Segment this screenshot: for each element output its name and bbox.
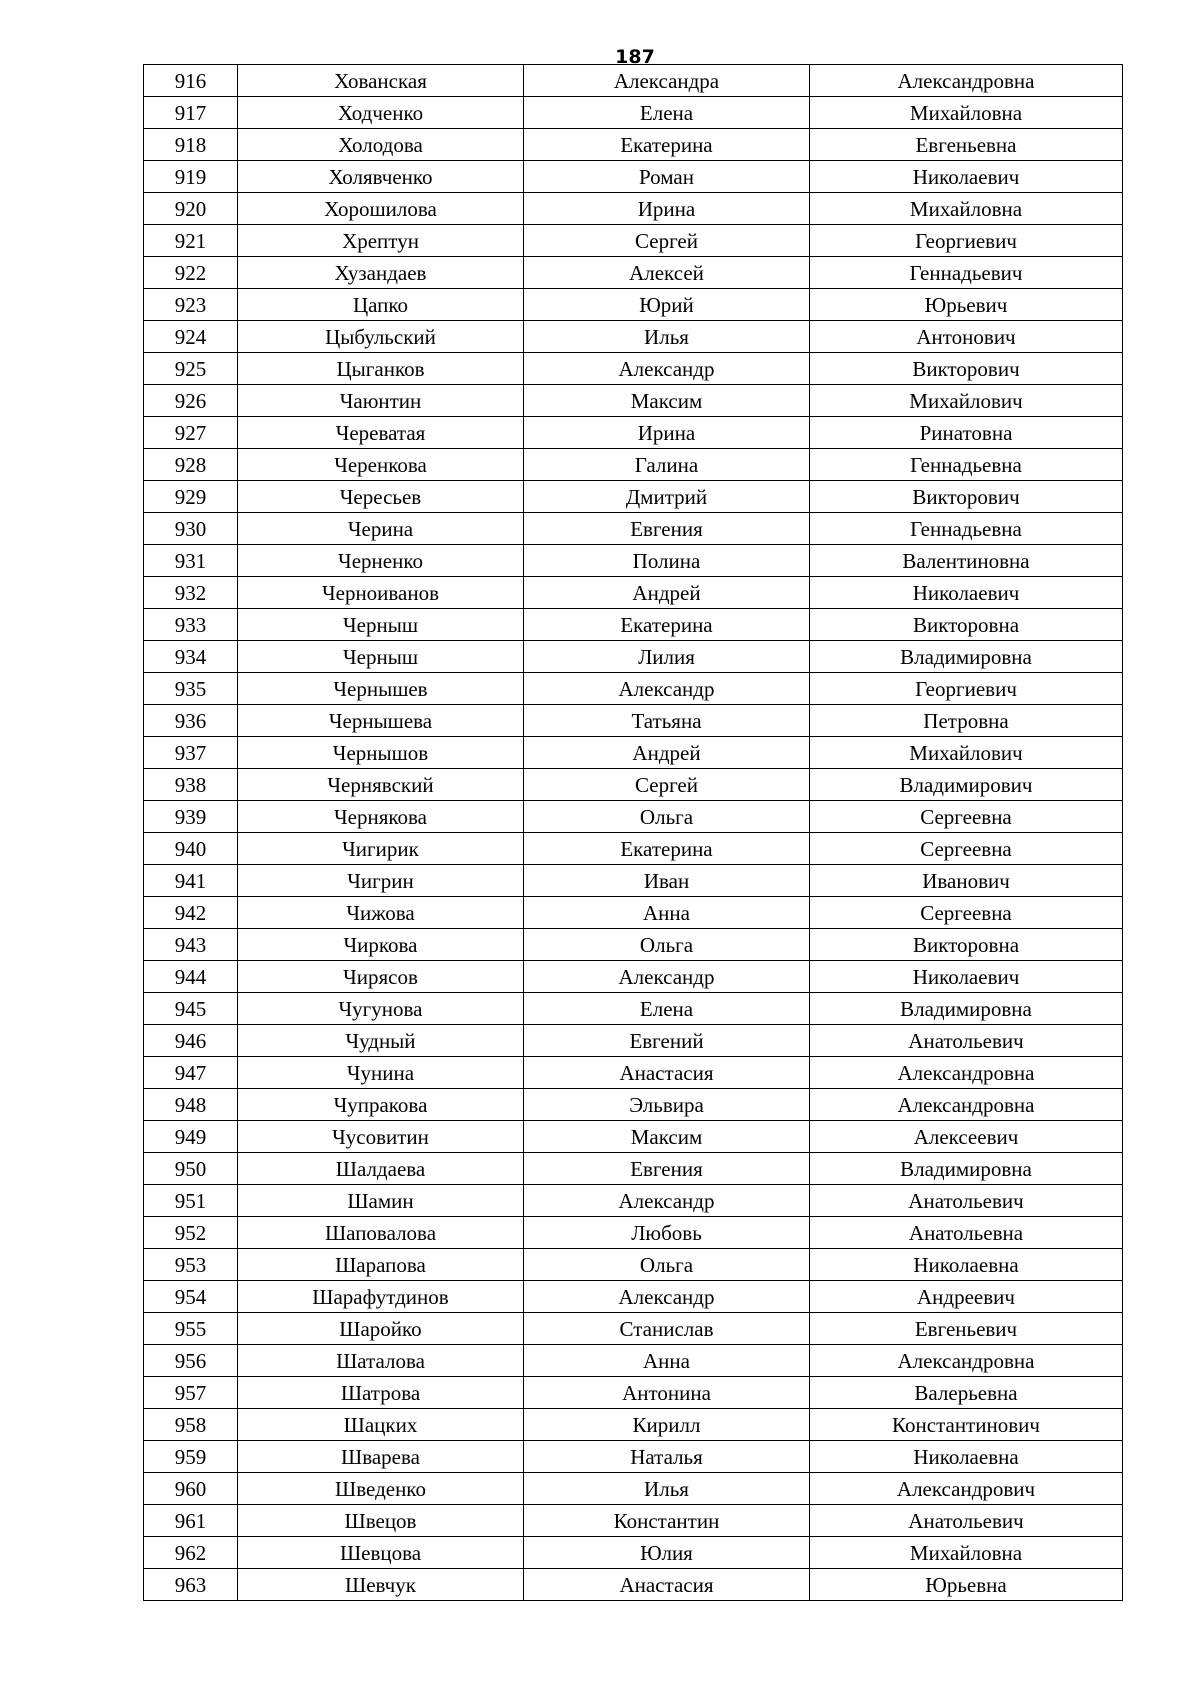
last-name-cell: Шацких xyxy=(238,1409,524,1441)
row-number-cell: 920 xyxy=(144,193,238,225)
last-name-cell: Хузандаев xyxy=(238,257,524,289)
table-row xyxy=(144,129,1123,161)
patronymic-cell: Евгеньевна xyxy=(810,129,1123,161)
row-number-cell: 918 xyxy=(144,129,238,161)
row-number-cell: 957 xyxy=(144,1377,238,1409)
last-name-cell: Шалдаева xyxy=(238,1153,524,1185)
first-name-cell: Евгений xyxy=(524,1025,810,1057)
first-name-cell: Ирина xyxy=(524,417,810,449)
row-number-cell: 940 xyxy=(144,833,238,865)
patronymic-cell: Анатольевич xyxy=(810,1025,1123,1057)
row-number-cell: 955 xyxy=(144,1313,238,1345)
table-row xyxy=(144,1057,1123,1089)
first-name-cell: Татьяна xyxy=(524,705,810,737)
patronymic-cell: Викторовна xyxy=(810,929,1123,961)
table-row xyxy=(144,225,1123,257)
row-number-cell: 945 xyxy=(144,993,238,1025)
row-number-cell: 960 xyxy=(144,1473,238,1505)
table-row xyxy=(144,1185,1123,1217)
first-name-cell: Александр xyxy=(524,353,810,385)
table-row xyxy=(144,1249,1123,1281)
first-name-cell: Александр xyxy=(524,1185,810,1217)
row-number-cell: 948 xyxy=(144,1089,238,1121)
first-name-cell: Анна xyxy=(524,897,810,929)
patronymic-cell: Михайловна xyxy=(810,1537,1123,1569)
table-row xyxy=(144,897,1123,929)
last-name-cell: Цапко xyxy=(238,289,524,321)
patronymic-cell: Юрьевна xyxy=(810,1569,1123,1601)
first-name-cell: Андрей xyxy=(524,737,810,769)
first-name-cell: Юлия xyxy=(524,1537,810,1569)
table-row xyxy=(144,385,1123,417)
table-row xyxy=(144,97,1123,129)
patronymic-cell: Михайловна xyxy=(810,193,1123,225)
row-number-cell: 959 xyxy=(144,1441,238,1473)
first-name-cell: Лилия xyxy=(524,641,810,673)
table-row xyxy=(144,1473,1123,1505)
table-row xyxy=(144,1121,1123,1153)
last-name-cell: Швецов xyxy=(238,1505,524,1537)
row-number-cell: 933 xyxy=(144,609,238,641)
row-number-cell: 927 xyxy=(144,417,238,449)
first-name-cell: Алексей xyxy=(524,257,810,289)
first-name-cell: Екатерина xyxy=(524,129,810,161)
table-row xyxy=(144,1089,1123,1121)
first-name-cell: Сергей xyxy=(524,769,810,801)
row-number-cell: 917 xyxy=(144,97,238,129)
first-name-cell: Андрей xyxy=(524,577,810,609)
patronymic-cell: Андреевич xyxy=(810,1281,1123,1313)
patronymic-cell: Николаевич xyxy=(810,577,1123,609)
patronymic-cell: Сергеевна xyxy=(810,897,1123,929)
table-row xyxy=(144,1025,1123,1057)
last-name-cell: Чернышев xyxy=(238,673,524,705)
patronymic-cell: Николаевна xyxy=(810,1249,1123,1281)
table-row xyxy=(144,1505,1123,1537)
patronymic-cell: Александровна xyxy=(810,1089,1123,1121)
patronymic-cell: Михайлович xyxy=(810,385,1123,417)
row-number-cell: 935 xyxy=(144,673,238,705)
patronymic-cell: Иванович xyxy=(810,865,1123,897)
table-row xyxy=(144,641,1123,673)
last-name-cell: Чунина xyxy=(238,1057,524,1089)
last-name-cell: Чернышов xyxy=(238,737,524,769)
first-name-cell: Анастасия xyxy=(524,1057,810,1089)
table-row xyxy=(144,1569,1123,1601)
row-number-cell: 947 xyxy=(144,1057,238,1089)
table-row xyxy=(144,1441,1123,1473)
first-name-cell: Максим xyxy=(524,1121,810,1153)
last-name-cell: Цыганков xyxy=(238,353,524,385)
patronymic-cell: Викторович xyxy=(810,481,1123,513)
row-number-cell: 962 xyxy=(144,1537,238,1569)
row-number-cell: 931 xyxy=(144,545,238,577)
first-name-cell: Екатерина xyxy=(524,609,810,641)
patronymic-cell: Владимировна xyxy=(810,641,1123,673)
table-row xyxy=(144,481,1123,513)
row-number-cell: 953 xyxy=(144,1249,238,1281)
first-name-cell: Александра xyxy=(524,65,810,97)
table-row xyxy=(144,545,1123,577)
table-row xyxy=(144,321,1123,353)
first-name-cell: Любовь xyxy=(524,1217,810,1249)
row-number-cell: 922 xyxy=(144,257,238,289)
patronymic-cell: Михайлович xyxy=(810,737,1123,769)
patronymic-cell: Сергеевна xyxy=(810,801,1123,833)
patronymic-cell: Николаевич xyxy=(810,161,1123,193)
row-number-cell: 954 xyxy=(144,1281,238,1313)
row-number-cell: 949 xyxy=(144,1121,238,1153)
patronymic-cell: Анатольевна xyxy=(810,1217,1123,1249)
patronymic-cell: Анатольевич xyxy=(810,1185,1123,1217)
patronymic-cell: Геннадьевна xyxy=(810,449,1123,481)
last-name-cell: Черненко xyxy=(238,545,524,577)
first-name-cell: Евгения xyxy=(524,513,810,545)
table-row xyxy=(144,769,1123,801)
first-name-cell: Эльвира xyxy=(524,1089,810,1121)
patronymic-cell: Александрович xyxy=(810,1473,1123,1505)
table-row xyxy=(144,257,1123,289)
table-row xyxy=(144,577,1123,609)
first-name-cell: Илья xyxy=(524,1473,810,1505)
table-row xyxy=(144,65,1123,97)
table-row xyxy=(144,193,1123,225)
first-name-cell: Анастасия xyxy=(524,1569,810,1601)
first-name-cell: Александр xyxy=(524,1281,810,1313)
first-name-cell: Наталья xyxy=(524,1441,810,1473)
table-row xyxy=(144,1537,1123,1569)
row-number-cell: 951 xyxy=(144,1185,238,1217)
last-name-cell: Чусовитин xyxy=(238,1121,524,1153)
row-number-cell: 944 xyxy=(144,961,238,993)
first-name-cell: Максим xyxy=(524,385,810,417)
page-number: 187 xyxy=(615,46,655,68)
last-name-cell: Шамин xyxy=(238,1185,524,1217)
first-name-cell: Александр xyxy=(524,673,810,705)
first-name-cell: Кирилл xyxy=(524,1409,810,1441)
table-row xyxy=(144,513,1123,545)
patronymic-cell: Александровна xyxy=(810,65,1123,97)
last-name-cell: Хрептун xyxy=(238,225,524,257)
last-name-cell: Черноиванов xyxy=(238,577,524,609)
row-number-cell: 921 xyxy=(144,225,238,257)
row-number-cell: 952 xyxy=(144,1217,238,1249)
table-row xyxy=(144,1281,1123,1313)
first-name-cell: Дмитрий xyxy=(524,481,810,513)
table-row xyxy=(144,449,1123,481)
row-number-cell: 930 xyxy=(144,513,238,545)
table-row xyxy=(144,929,1123,961)
last-name-cell: Чижова xyxy=(238,897,524,929)
last-name-cell: Хованская xyxy=(238,65,524,97)
last-name-cell: Шаталова xyxy=(238,1345,524,1377)
last-name-cell: Чересьев xyxy=(238,481,524,513)
patronymic-cell: Юрьевич xyxy=(810,289,1123,321)
patronymic-cell: Геннадьевич xyxy=(810,257,1123,289)
last-name-cell: Шарафутдинов xyxy=(238,1281,524,1313)
row-number-cell: 932 xyxy=(144,577,238,609)
patronymic-cell: Николаевич xyxy=(810,961,1123,993)
table-row xyxy=(144,737,1123,769)
table-row xyxy=(144,1345,1123,1377)
row-number-cell: 963 xyxy=(144,1569,238,1601)
last-name-cell: Шарапова xyxy=(238,1249,524,1281)
first-name-cell: Елена xyxy=(524,993,810,1025)
row-number-cell: 943 xyxy=(144,929,238,961)
last-name-cell: Шаройко xyxy=(238,1313,524,1345)
table-row xyxy=(144,161,1123,193)
table-row xyxy=(144,289,1123,321)
first-name-cell: Галина xyxy=(524,449,810,481)
row-number-cell: 916 xyxy=(144,65,238,97)
first-name-cell: Юрий xyxy=(524,289,810,321)
row-number-cell: 924 xyxy=(144,321,238,353)
patronymic-cell: Антонович xyxy=(810,321,1123,353)
table-row xyxy=(144,673,1123,705)
row-number-cell: 939 xyxy=(144,801,238,833)
patronymic-cell: Георгиевич xyxy=(810,225,1123,257)
first-name-cell: Евгения xyxy=(524,1153,810,1185)
first-name-cell: Сергей xyxy=(524,225,810,257)
last-name-cell: Черина xyxy=(238,513,524,545)
row-number-cell: 926 xyxy=(144,385,238,417)
first-name-cell: Антонина xyxy=(524,1377,810,1409)
roster-table-body xyxy=(144,65,1123,1601)
row-number-cell: 923 xyxy=(144,289,238,321)
last-name-cell: Черенкова xyxy=(238,449,524,481)
first-name-cell: Иван xyxy=(524,865,810,897)
table-row xyxy=(144,993,1123,1025)
roster-table xyxy=(143,64,1123,1601)
row-number-cell: 946 xyxy=(144,1025,238,1057)
table-row xyxy=(144,833,1123,865)
last-name-cell: Чугунова xyxy=(238,993,524,1025)
last-name-cell: Чирясов xyxy=(238,961,524,993)
last-name-cell: Чупракова xyxy=(238,1089,524,1121)
first-name-cell: Ольга xyxy=(524,929,810,961)
table-row xyxy=(144,417,1123,449)
table-row xyxy=(144,1377,1123,1409)
first-name-cell: Екатерина xyxy=(524,833,810,865)
row-number-cell: 961 xyxy=(144,1505,238,1537)
first-name-cell: Станислав xyxy=(524,1313,810,1345)
last-name-cell: Чернявский xyxy=(238,769,524,801)
table-row xyxy=(144,1409,1123,1441)
patronymic-cell: Владимировна xyxy=(810,993,1123,1025)
patronymic-cell: Михайловна xyxy=(810,97,1123,129)
last-name-cell: Ходченко xyxy=(238,97,524,129)
last-name-cell: Чернышева xyxy=(238,705,524,737)
patronymic-cell: Сергеевна xyxy=(810,833,1123,865)
patronymic-cell: Викторович xyxy=(810,353,1123,385)
row-number-cell: 956 xyxy=(144,1345,238,1377)
row-number-cell: 958 xyxy=(144,1409,238,1441)
first-name-cell: Елена xyxy=(524,97,810,129)
table-row xyxy=(144,705,1123,737)
row-number-cell: 950 xyxy=(144,1153,238,1185)
last-name-cell: Чигирик xyxy=(238,833,524,865)
table-row xyxy=(144,353,1123,385)
last-name-cell: Чудный xyxy=(238,1025,524,1057)
last-name-cell: Хорошилова xyxy=(238,193,524,225)
patronymic-cell: Владимирович xyxy=(810,769,1123,801)
patronymic-cell: Геннадьевна xyxy=(810,513,1123,545)
patronymic-cell: Викторовна xyxy=(810,609,1123,641)
patronymic-cell: Евгеньевич xyxy=(810,1313,1123,1345)
table-row xyxy=(144,1217,1123,1249)
first-name-cell: Роман xyxy=(524,161,810,193)
last-name-cell: Череватая xyxy=(238,417,524,449)
row-number-cell: 936 xyxy=(144,705,238,737)
row-number-cell: 929 xyxy=(144,481,238,513)
patronymic-cell: Александровна xyxy=(810,1345,1123,1377)
last-name-cell: Холодова xyxy=(238,129,524,161)
patronymic-cell: Георгиевич xyxy=(810,673,1123,705)
table-row xyxy=(144,1153,1123,1185)
table-row xyxy=(144,961,1123,993)
row-number-cell: 919 xyxy=(144,161,238,193)
row-number-cell: 938 xyxy=(144,769,238,801)
last-name-cell: Шведенко xyxy=(238,1473,524,1505)
first-name-cell: Ирина xyxy=(524,193,810,225)
row-number-cell: 934 xyxy=(144,641,238,673)
patronymic-cell: Анатольевич xyxy=(810,1505,1123,1537)
first-name-cell: Александр xyxy=(524,961,810,993)
row-number-cell: 942 xyxy=(144,897,238,929)
patronymic-cell: Ринатовна xyxy=(810,417,1123,449)
table-row xyxy=(144,1313,1123,1345)
first-name-cell: Анна xyxy=(524,1345,810,1377)
table-row xyxy=(144,865,1123,897)
patronymic-cell: Александровна xyxy=(810,1057,1123,1089)
patronymic-cell: Валерьевна xyxy=(810,1377,1123,1409)
last-name-cell: Холявченко xyxy=(238,161,524,193)
first-name-cell: Ольга xyxy=(524,1249,810,1281)
last-name-cell: Чигрин xyxy=(238,865,524,897)
first-name-cell: Полина xyxy=(524,545,810,577)
last-name-cell: Чиркова xyxy=(238,929,524,961)
first-name-cell: Ольга xyxy=(524,801,810,833)
row-number-cell: 941 xyxy=(144,865,238,897)
last-name-cell: Чаюнтин xyxy=(238,385,524,417)
patronymic-cell: Валентиновна xyxy=(810,545,1123,577)
last-name-cell: Чернякова xyxy=(238,801,524,833)
last-name-cell: Черныш xyxy=(238,641,524,673)
row-number-cell: 925 xyxy=(144,353,238,385)
row-number-cell: 928 xyxy=(144,449,238,481)
first-name-cell: Константин xyxy=(524,1505,810,1537)
patronymic-cell: Петровна xyxy=(810,705,1123,737)
patronymic-cell: Николаевна xyxy=(810,1441,1123,1473)
patronymic-cell: Алексеевич xyxy=(810,1121,1123,1153)
last-name-cell: Шевчук xyxy=(238,1569,524,1601)
last-name-cell: Шевцова xyxy=(238,1537,524,1569)
row-number-cell: 937 xyxy=(144,737,238,769)
patronymic-cell: Константинович xyxy=(810,1409,1123,1441)
last-name-cell: Шаповалова xyxy=(238,1217,524,1249)
patronymic-cell: Владимировна xyxy=(810,1153,1123,1185)
first-name-cell: Илья xyxy=(524,321,810,353)
last-name-cell: Черныш xyxy=(238,609,524,641)
last-name-cell: Цыбульский xyxy=(238,321,524,353)
table-row xyxy=(144,801,1123,833)
table-row xyxy=(144,609,1123,641)
last-name-cell: Шварева xyxy=(238,1441,524,1473)
last-name-cell: Шатрова xyxy=(238,1377,524,1409)
